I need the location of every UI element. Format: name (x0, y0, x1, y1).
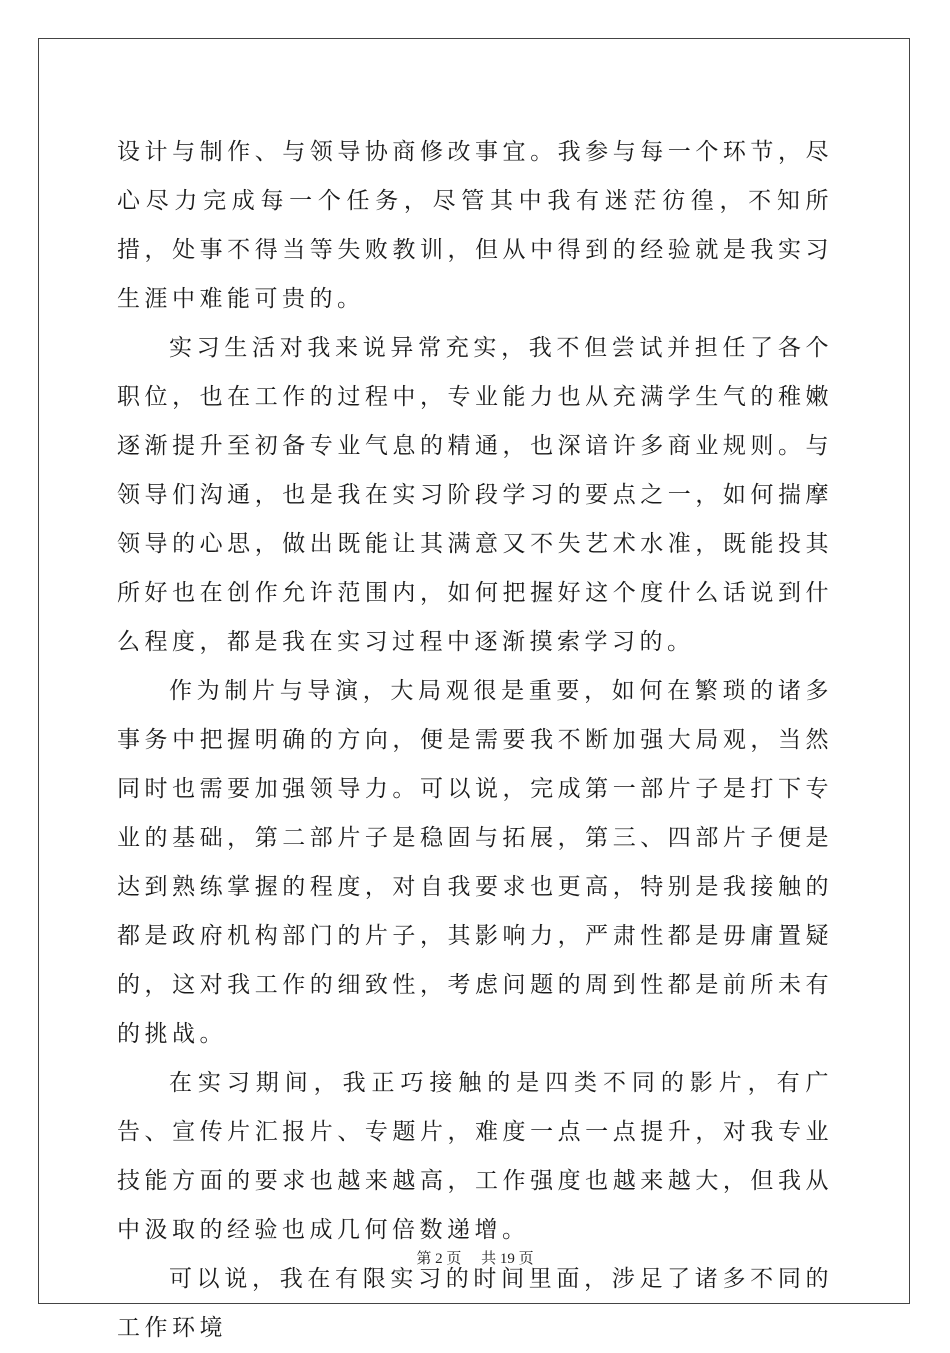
document-body (117, 128, 833, 1353)
page-footer (0, 1247, 950, 1268)
paragraph-5: 可以说，我在有限实习的时间里面，涉足了诸多不同的工作环境 (117, 1266, 833, 1341)
page-number: 第 2 页 (416, 1251, 462, 1267)
paragraph-4: 在实习期间，我正巧接触的是四类不同的影片，有广告、宣传片汇报片、专题片，难度一点一点提升，对我专业技能方面的要求也越来越高，工作强度也越来越大，但我从中汲取的经验也成几何倍数递增。 (117, 1070, 833, 1243)
paragraph-3: 作为制片与导演，大局观很是重要，如何在繁琐的诸多事务中把握明确的方向，便是需要我不断加强大局观，当然同时也需要加强领导力。可以说，完成第一部片子是打下专业的基础，第二部片子是稳固与拓展，第三、四部片子便是达到熟练掌握的程度，对自我要求也更高，特别是我接触的都是政府机构部门的片子，其影响力，严肃性都是毋庸置疑的，这对我工作的细致性，考虑问题的周到性都是前所未有的挑战。 (117, 678, 833, 1047)
paragraph-1: 设计与制作、与领导协商修改事宜。我参与每一个环节，尽心尽力完成每一个任务，尽管其中我有迷茫彷徨，不知所措，处事不得当等失败教训，但从中得到的经验就是我实习生涯中难能可贵的。 (117, 139, 833, 312)
paragraph-2: 实习生活对我来说异常充实，我不但尝试并担任了各个职位，也在工作的过程中，专业能力也从充满学生气的稚嫩逐渐提升至初备专业气息的精通，也深谙许多商业规则。与领导们沟通，也是我在实习阶段学习的要点之一，如何揣摩领导的心思，做出既能让其满意又不失艺术水准，既能投其所好也在创作允许范围内，如何把握好这个度什么话说到什么程度，都是我在实习过程中逐渐摸索学习的。 (117, 335, 833, 655)
page-total: 共 19 页 (481, 1251, 534, 1267)
